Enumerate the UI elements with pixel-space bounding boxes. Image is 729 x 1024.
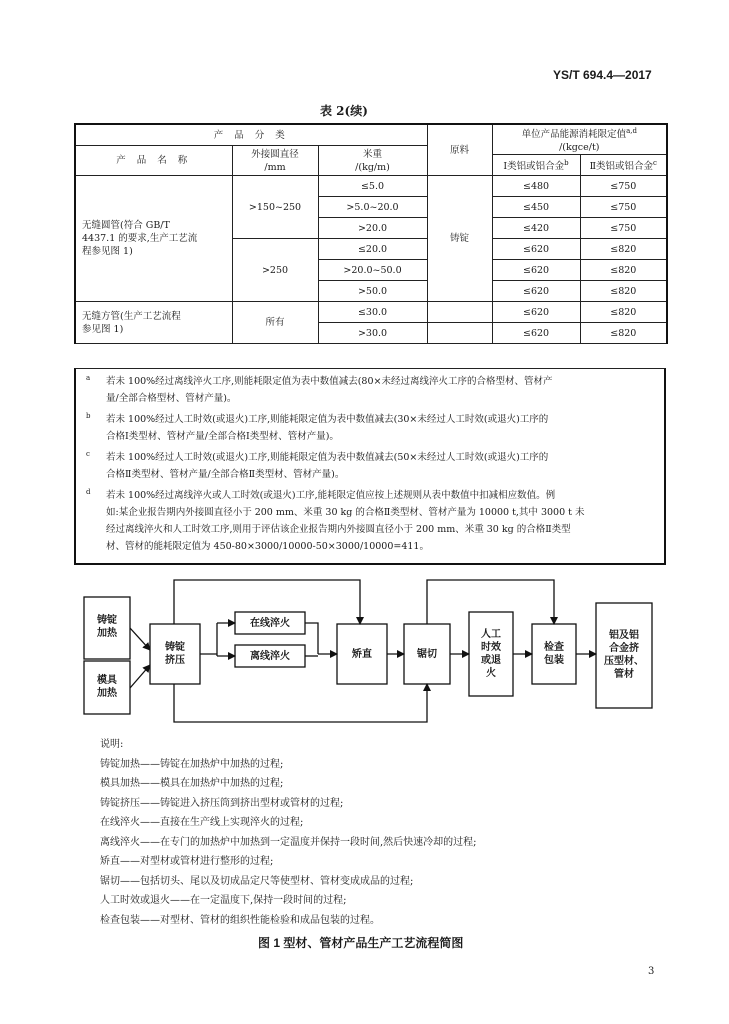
product-label: 铝及铝 合金挤 压型材、 管材: [604, 630, 644, 680]
die-heating-label: 模具 加热: [97, 675, 117, 699]
legend-title: 说明:: [100, 739, 124, 750]
aging-label: 人工 时效 或退 火: [481, 629, 501, 679]
diameter-group: 所有: [232, 302, 318, 344]
flowchart-legend: [100, 735, 477, 930]
header-product-name: 产 品 名 称: [75, 146, 232, 176]
ingot-extrusion-label: 铸锭 挤压: [165, 642, 185, 666]
class2-value: ≤820: [580, 260, 667, 281]
class1-value: ≤620: [492, 260, 580, 281]
class2-value: ≤820: [580, 239, 667, 260]
header-limit: 单位产品能源消耗限定值$^{a,d}$ /(kgce/t): [492, 124, 667, 155]
header-class2: Ⅱ类铝或铝合金$^c$: [580, 155, 667, 176]
footnote-c: c 若未 100%经过人工时效(或退火)工序,则能耗限定值为表中数值减去(50×未经过人工时效(或退火)工序的 合格Ⅱ类型材、管材产量/全部合格Ⅱ类型材、管材产量)。: [86, 450, 549, 480]
footnote-a: a 若未 100%经过离线淬火工序,则能耗限定值为表中数值减去(80×未经过离线淬火工序的合格型材、管材产 量/全部合格型材、管材产量)。: [86, 374, 553, 404]
diameter-group: >250: [232, 239, 318, 302]
class2-value: ≤820: [580, 323, 667, 344]
class2-value: ≤750: [580, 176, 667, 197]
offline-quench-label: 离线淬火: [250, 651, 290, 662]
class1-value: ≤480: [492, 176, 580, 197]
meter-weight-cell: >50.0: [318, 281, 427, 302]
class2-value: ≤820: [580, 302, 667, 323]
class1-value: ≤620: [492, 323, 580, 344]
table-title: 表 2(续): [320, 104, 368, 118]
class2-value: ≤750: [580, 197, 667, 218]
legend-item: 人工时效或退火——在一定温度下,保持一段时间的过程;: [100, 895, 347, 906]
seamless-round-name: 无缝圆管(符合 GB/T 4437.1 的要求,生产工艺流 程参见图 1): [75, 176, 232, 302]
class1-value: ≤620: [492, 281, 580, 302]
class2-value: ≤820: [580, 281, 667, 302]
meter-weight-cell: ≤5.0: [318, 176, 427, 197]
meter-weight-cell: >5.0~20.0: [318, 197, 427, 218]
meter-weight-cell: >30.0: [318, 323, 427, 344]
standard-code: YS/T 694.4—2017: [553, 68, 652, 82]
legend-item: 在线淬火——直接在生产线上实现淬火的过程;: [100, 817, 304, 828]
footnote-b: b 若未 100%经过人工时效(或退火)工序,则能耗限定值为表中数值减去(30×未经过人工时效(或退火)工序的 合格Ⅰ类型材、管材产量/全部合格Ⅰ类型材、管材产量)。: [86, 412, 549, 442]
legend-item: 铸锭挤压——铸锭进入挤压筒到挤出型材或管材的过程;: [100, 797, 344, 809]
material-cell: 铸锭: [427, 176, 492, 302]
header-class1: Ⅰ类铝或铝合金$^b$: [492, 155, 580, 176]
class1-value: ≤620: [492, 239, 580, 260]
sawing-label: 锯切: [417, 649, 437, 660]
footnote-d: d 若未 100%经过离线淬火或人工时效(或退火)工序,能耗限定值应按上述规则从表中数值中扣减相应数值。例 如:某企业报告期内外接圆直径小于 200 mm、米重 30 kg 的合格Ⅱ类型材、管材产量为 10000 t,其中 3000 t 未 经过离线淬火和人工时效工序,则用于评估该企业报告期内外接圆直径小于 200 mm、米重 30 kg 的合格Ⅱ类型 材、管材的能耗限定值为 450-80×3000/10000-50×3000/10000=411。: [86, 488, 585, 552]
class1-value: ≤420: [492, 218, 580, 239]
legend-item: 模具加热——模具在加热炉中加热的过程;: [100, 778, 284, 789]
legend-item: 检查包装——对型材、管材的组织性能检验和成品包装的过程。: [100, 914, 380, 926]
ingot-heating-label: 铸锭 加热: [97, 615, 117, 639]
class2-value: ≤750: [580, 218, 667, 239]
header-outer-diameter: 外接圆直径 /mm: [232, 146, 318, 176]
seamless-square-name: 无缝方管(生产工艺流程 参见图 1): [75, 302, 232, 344]
page-number: 3: [648, 966, 655, 977]
meter-weight-cell: >20.0~50.0: [318, 260, 427, 281]
legend-item: 铸锭加热——铸锭在加热炉中加热的过程;: [100, 758, 284, 770]
straightening-label: 矫直: [352, 649, 372, 660]
header-material: 原料: [427, 124, 492, 176]
legend-item: 锯切——包括切头、尾以及切成品定尺等使型材、管材变成成品的过程;: [100, 875, 414, 887]
legend-item: 矫直——对型材或管材进行整形的过程;: [100, 856, 274, 867]
class1-value: ≤450: [492, 197, 580, 218]
meter-weight-cell: ≤30.0: [318, 302, 427, 323]
meter-weight-cell: >20.0: [318, 218, 427, 239]
header-product-class: 产 品 分 类: [75, 124, 427, 146]
header-meter-weight: 米重 /(kg/m): [318, 146, 427, 176]
online-quench-label: 在线淬火: [250, 618, 290, 629]
inspection-label: 检查 包装: [544, 642, 564, 666]
figure-caption: 图 1 型材、管材产品生产工艺流程简图: [258, 936, 464, 950]
meter-weight-cell: ≤20.0: [318, 239, 427, 260]
diameter-group: >150~250: [232, 176, 318, 239]
legend-item: 离线淬火——在专门的加热炉中加热到一定温度并保持一段时间,然后快速冷却的过程;: [100, 836, 477, 848]
class1-value: ≤620: [492, 302, 580, 323]
